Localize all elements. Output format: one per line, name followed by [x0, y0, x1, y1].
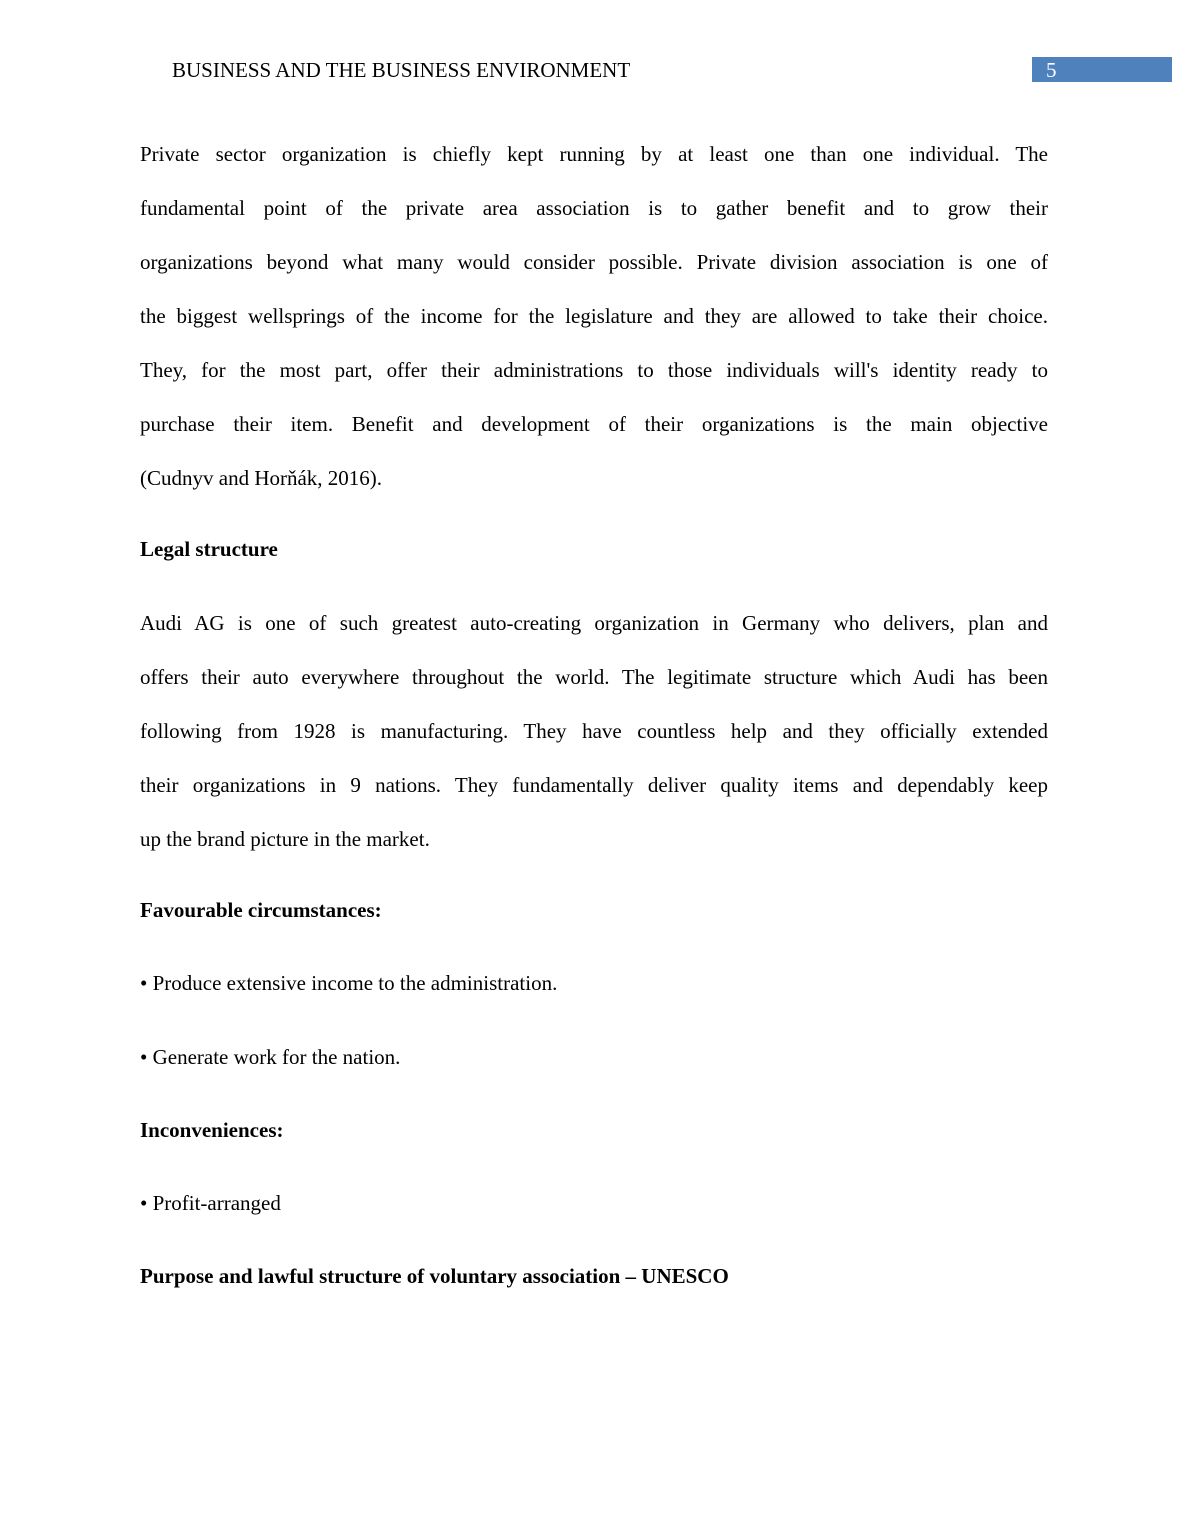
heading-purpose-unesco: Purpose and lawful structure of voluntary association – UNESCO	[140, 1264, 729, 1288]
text-line: offers their auto everywhere throughout the world. The legitimate structure which Audi has been	[140, 665, 1048, 689]
text-line: organizations beyond what many would consider possible. Private division association is one of	[140, 250, 1048, 274]
text-line: They, for the most part, offer their administrations to those individuals will's identity ready to	[140, 358, 1048, 382]
text-line: Audi AG is one of such greatest auto-creating organization in Germany who delivers, plan and	[140, 611, 1048, 635]
bullet-item: • Produce extensive income to the administration.	[140, 971, 558, 995]
page-number: 5	[1046, 58, 1057, 82]
paragraph-audi	[140, 608, 1048, 878]
heading-legal-structure: Legal structure	[140, 537, 278, 561]
text-line: up the brand picture in the market.	[140, 827, 430, 851]
text-line: fundamental point of the private area association is to gather benefit and to grow their	[140, 196, 1048, 220]
text-line: (Cudnyv and Horňák, 2016).	[140, 466, 383, 490]
heading-inconveniences: Inconveniences:	[140, 1118, 284, 1142]
text-line: the biggest wellsprings of the income for the legislature and they are allowed to take their choice.	[140, 304, 1048, 328]
bullet-item: • Profit-arranged	[140, 1191, 281, 1215]
text-line: following from 1928 is manufacturing. They have countless help and they officially extended	[140, 719, 1048, 743]
paragraph-private-sector	[140, 139, 1048, 517]
heading-favourable: Favourable circumstances:	[140, 898, 382, 922]
text-line: Private sector organization is chiefly kept running by at least one than one individual. The	[140, 142, 1048, 166]
page-number-box	[1032, 57, 1172, 82]
text-line: purchase their item. Benefit and development of their organizations is the main objective	[140, 412, 1048, 436]
text-line: their organizations in 9 nations. They fundamentally deliver quality items and dependably keep	[140, 773, 1048, 797]
bullet-item: • Generate work for the nation.	[140, 1045, 401, 1069]
running-head: BUSINESS AND THE BUSINESS ENVIRONMENT	[172, 58, 631, 82]
